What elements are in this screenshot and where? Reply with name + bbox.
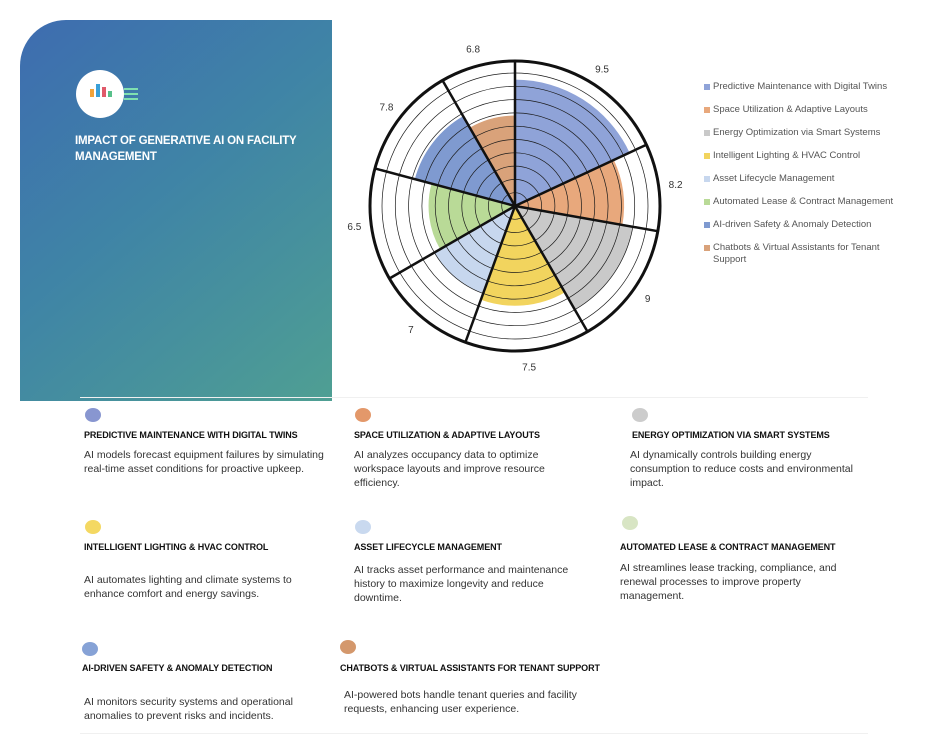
legend-item (704, 81, 894, 93)
card-title: AUTOMATED LEASE & CONTRACT MANAGEMENT (620, 542, 836, 552)
card-title: CHATBOTS & VIRTUAL ASSISTANTS FOR TENANT SUPPORT (340, 663, 600, 673)
card-color-dot (85, 520, 101, 534)
chart-data-label: 9 (644, 293, 651, 305)
logo-lines-icon (124, 88, 138, 103)
polar-area-chart (335, 40, 695, 380)
divider (80, 733, 868, 734)
page-title: IMPACT OF GENERATIVE AI ON FACILITY MANAGEMENT (75, 135, 297, 163)
card-title: AI-DRIVEN SAFETY & ANOMALY DETECTION (82, 663, 273, 673)
chart-data-label: 8.2 (668, 179, 683, 191)
chart-data-label: 7 (408, 325, 414, 337)
card-color-dot (82, 642, 98, 656)
card-title: PREDICTIVE MAINTENANCE WITH DIGITAL TWINS (84, 430, 298, 440)
card-description: AI monitors security systems and operational anomalies to prevent risks and incidents. (84, 696, 293, 722)
card-color-dot (632, 408, 648, 422)
legend-item (704, 242, 894, 266)
card-description: AI analyzes occupancy data to optimize workspace layouts and improve resource efficiency. (354, 449, 545, 489)
legend-swatch (704, 176, 710, 182)
legend-swatch (704, 245, 710, 251)
legend-label: Space Utilization & Adaptive Layouts (713, 104, 868, 115)
card-title: INTELLIGENT LIGHTING & HVAC CONTROL (84, 542, 269, 552)
card-description: AI models forecast equipment failures by simulating real-time asset conditions for proactive upkeep. (84, 449, 324, 475)
legend-item (704, 219, 894, 231)
legend-swatch (704, 130, 710, 136)
card-description: AI automates lighting and climate systems to enhance comfort and energy savings. (84, 574, 292, 600)
legend-item (704, 104, 894, 116)
legend-item (704, 173, 894, 185)
chart-legend (704, 81, 894, 277)
legend-swatch (704, 199, 710, 205)
legend-item (704, 127, 894, 139)
legend-label: Predictive Maintenance with Digital Twins (713, 81, 888, 92)
chart-data-label: 9.5 (595, 64, 609, 76)
card-description: AI dynamically controls building energy consumption to reduce costs and environmental impact. (630, 449, 853, 489)
card-title: ASSET LIFECYCLE MANAGEMENT (354, 542, 502, 552)
card-color-dot (340, 640, 356, 654)
legend-label: Chatbots & Virtual Assistants for Tenant Support (713, 242, 880, 265)
divider (80, 397, 868, 398)
chart-data-label: 6.8 (466, 44, 481, 56)
card-color-dot (85, 408, 101, 422)
card-title: ENERGY OPTIMIZATION VIA SMART SYSTEMS (632, 430, 830, 440)
card-color-dot (622, 516, 638, 530)
card-description: AI streamlines lease tracking, compliance, and renewal processes to improve property management. (620, 562, 837, 602)
legend-swatch (704, 107, 710, 113)
legend-swatch (704, 153, 710, 159)
legend-swatch (704, 84, 710, 90)
legend-item (704, 196, 894, 208)
card-description: AI tracks asset performance and maintenance history to maximize longevity and reduce downtime. (354, 564, 569, 604)
chart-data-label: 7.5 (522, 362, 537, 374)
legend-label: Intelligent Lighting & HVAC Control (713, 150, 861, 161)
card-color-dot (355, 520, 371, 534)
chart-data-label: 6.5 (347, 222, 362, 234)
card-title: SPACE UTILIZATION & ADAPTIVE LAYOUTS (354, 430, 540, 440)
legend-label: Asset Lifecycle Management (713, 173, 835, 184)
card-description: AI-powered bots handle tenant queries and facility requests, enhancing user experience. (344, 689, 577, 715)
title-card (20, 20, 332, 401)
legend-label: AI-driven Safety & Anomaly Detection (713, 219, 872, 230)
chart-data-label: 7.8 (379, 102, 394, 114)
legend-swatch (704, 222, 710, 228)
legend-label: Automated Lease & Contract Management (713, 196, 894, 207)
analytics-logo-icon (76, 70, 124, 118)
legend-label: Energy Optimization via Smart Systems (713, 127, 881, 138)
legend-item (704, 150, 894, 162)
card-color-dot (355, 408, 371, 422)
